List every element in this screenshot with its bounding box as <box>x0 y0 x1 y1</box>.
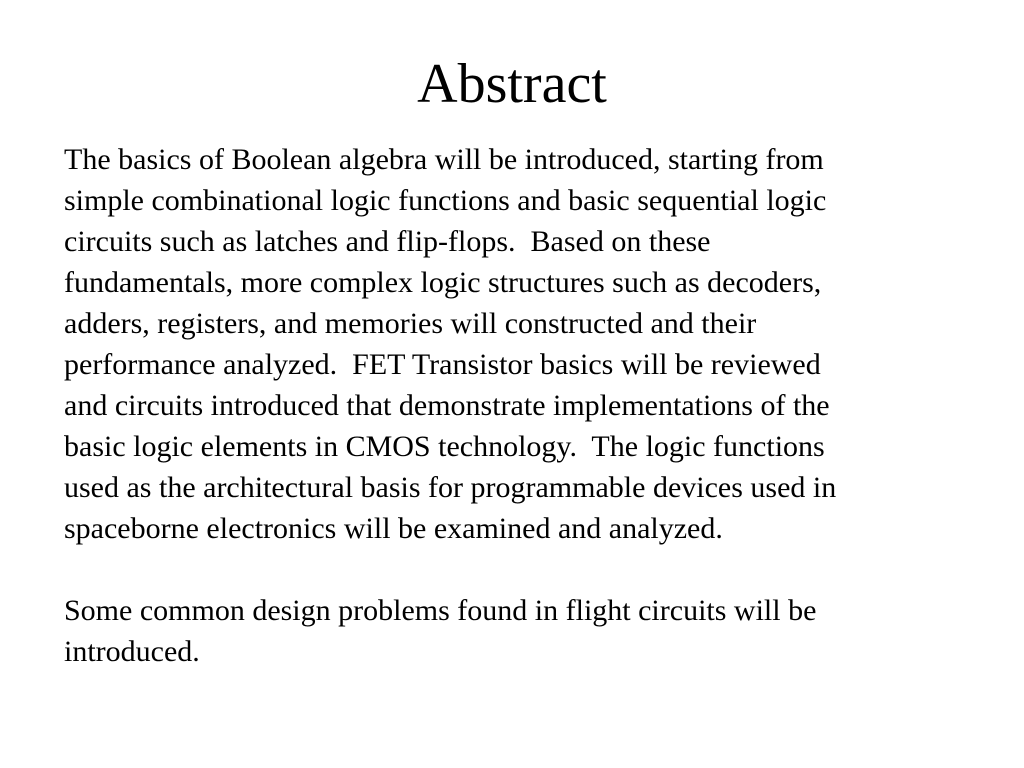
text-line: fundamentals, more complex logic structures such as decoders, <box>64 266 822 299</box>
text-line: introduced. <box>64 635 200 668</box>
text-line: simple combinational logic functions and basic sequential logic <box>64 184 827 217</box>
text-line: performance analyzed. FET Transistor basics will be reviewed <box>64 348 821 381</box>
text-line: circuits such as latches and flip-flops. Based on these <box>64 225 711 258</box>
text-line: used as the architectural basis for programmable devices used in <box>64 471 837 504</box>
text-line: basic logic elements in CMOS technology. The logic functions <box>64 430 825 463</box>
abstract-body <box>64 139 964 672</box>
text-line: and circuits introduced that demonstrate implementations of the <box>64 389 830 422</box>
text-line: adders, registers, and memories will constructed and their <box>64 307 757 340</box>
paragraph-1 <box>64 139 964 549</box>
slide-title: Abstract <box>417 53 607 115</box>
text-line: The basics of Boolean algebra will be introduced, starting from <box>64 143 824 176</box>
text-line: spaceborne electronics will be examined and analyzed. <box>64 512 723 545</box>
text-line: Some common design problems found in flight circuits will be <box>64 594 817 627</box>
paragraph-2 <box>64 590 964 672</box>
paragraph-gap <box>64 549 964 590</box>
